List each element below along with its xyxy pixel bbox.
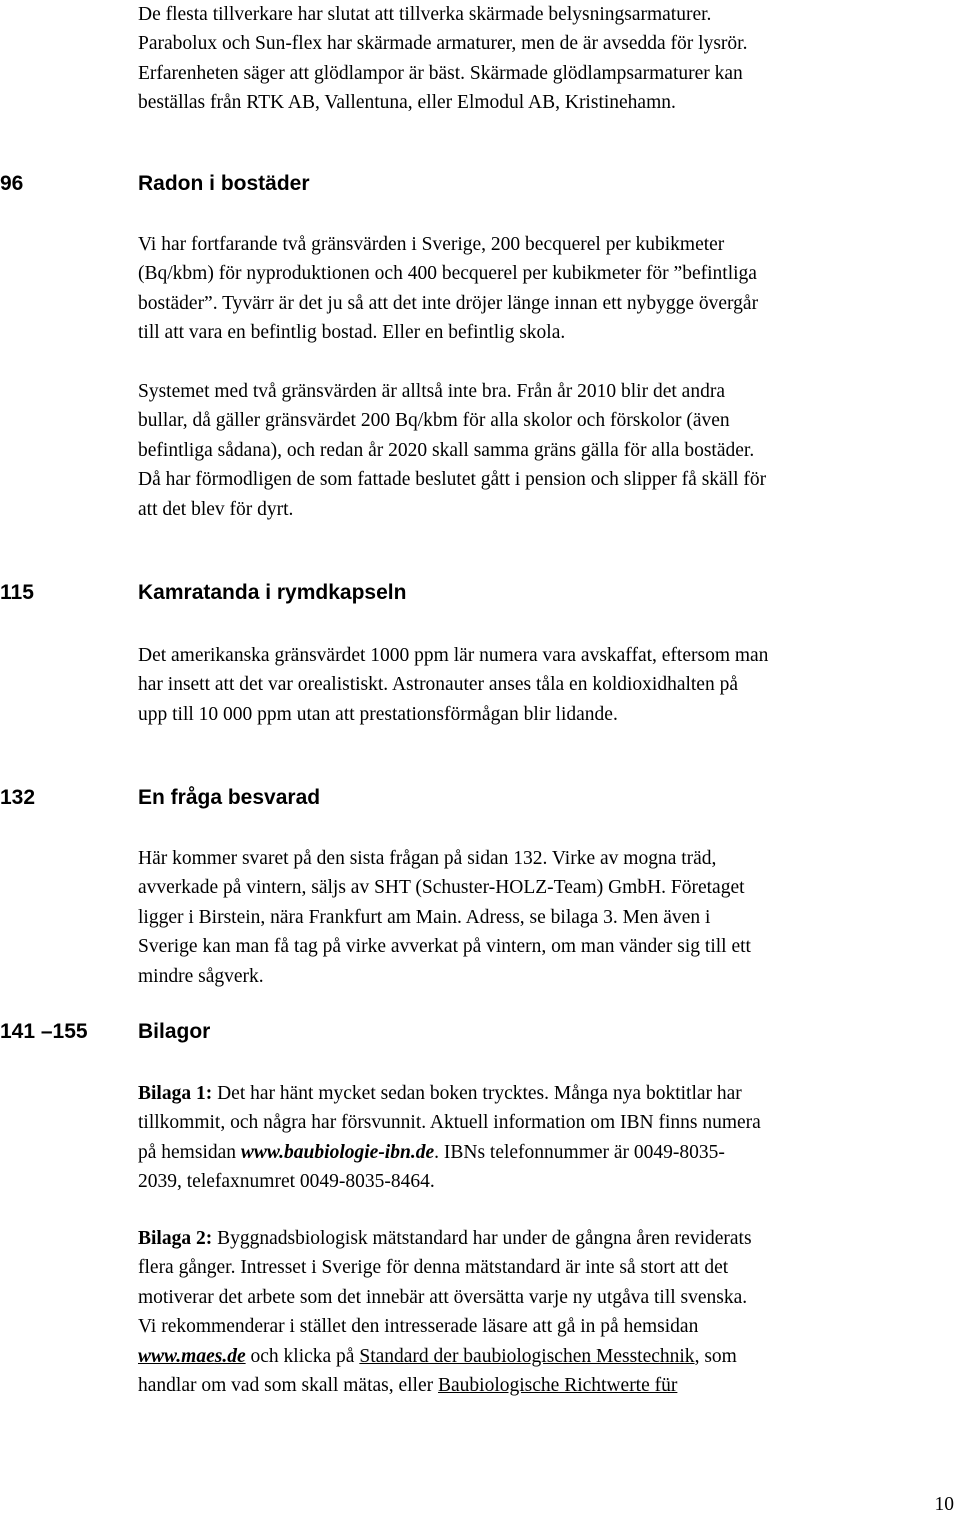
text-line <box>138 1342 960 1371</box>
text-segment: handlar om vad som skall mätas, eller <box>138 1375 439 1397</box>
section-heading-fraga <box>0 786 960 816</box>
text-line: motiverar det arbete som det innebär att översätta varje ny utgåva till svenska. <box>138 1286 748 1308</box>
richtwerte-link[interactable]: Baubiologische Richtwerte für <box>438 1375 678 1397</box>
section-heading-kamratanda <box>0 581 960 611</box>
intro-paragraph <box>138 0 960 118</box>
radon-paragraph-1 <box>138 230 960 348</box>
text-line: upp till 10 000 ppm utan att prestationsförmågan blir lidande. <box>138 703 618 725</box>
text-line: till att vara en befintlig bostad. Eller en befintlig skola. <box>138 322 566 344</box>
text-line: ligger i Birstein, nära Frankfurt am Main. Adress, se bilaga 3. Men även i <box>138 906 711 928</box>
bilaga-1-paragraph <box>138 1079 960 1197</box>
text-line: 2039, telefaxnumret 0049-8035-8464. <box>138 1171 435 1193</box>
section-number: 96 <box>0 172 24 195</box>
section-heading-bilagor <box>0 1020 960 1050</box>
section-number: 132 <box>0 786 36 809</box>
bilaga-label: Bilaga 1: <box>138 1083 213 1104</box>
text-line: avverkade på vintern, säljs av SHT (Schuster-HOLZ-Team) GmbH. Företaget <box>138 877 745 899</box>
section-heading-radon <box>0 172 960 202</box>
fraga-paragraph <box>138 844 960 991</box>
text-segment: på hemsidan <box>138 1141 241 1163</box>
text-line: befintliga sådana), och redan år 2020 skall samma gräns gälla för alla bostäder. <box>138 439 755 461</box>
text-line: Vi har fortfarande två gränsvärden i Sverige, 200 becquerel per kubikmeter <box>138 234 725 255</box>
text-line: Sverige kan man få tag på virke avverkat på vintern, om man vänder sig till ett <box>138 936 751 958</box>
section-number: 115 <box>0 581 34 604</box>
text-line: Parabolux och Sun-flex har skärmade armaturer, men de är avsedda för lysrör. <box>138 33 748 55</box>
radon-paragraph-2 <box>138 377 960 524</box>
text-line: beställas från RTK AB, Vallentuna, eller Elmodul AB, Kristinehamn. <box>138 92 676 114</box>
text-segment: Det har hänt mycket sedan boken trycktes. Många nya boktitlar har <box>212 1083 742 1104</box>
text-line: tillkommit, och några har försvunnit. Aktuell information om IBN finns numera <box>138 1112 761 1134</box>
text-line: har insett att det var orealistiskt. Astronauter anses tåla en koldioxidhalten på <box>138 674 738 696</box>
kamratanda-paragraph <box>138 641 960 729</box>
text-line: Då har förmodligen de som fattade beslutet gått i pension och slipper få skäll för <box>138 469 767 491</box>
text-line: Här kommer svaret på den sista frågan på sidan 132. Virke av mogna träd, <box>138 848 717 869</box>
section-title: Kamratanda i rymdkapseln <box>138 581 407 604</box>
text-segment: och klicka på <box>245 1345 360 1367</box>
text-line: flera gånger. Intresset i Sverige för denna mätstandard är inte så stort att det <box>138 1257 729 1279</box>
section-title: En fråga besvarad <box>138 786 321 809</box>
text-line: att det blev för dyrt. <box>138 498 294 520</box>
text-line: De flesta tillverkare har slutat att tillverka skärmade belysningsarmaturer. <box>138 4 712 25</box>
text-line: Erfarenheten säger att glödlampor är bäst. Skärmade glödlampsarmaturer kan <box>138 62 743 84</box>
text-segment: . IBNs telefonnummer är 0049-8035- <box>434 1141 725 1163</box>
messtechnik-standard-link[interactable]: Standard der baubiologischen Messtechnik <box>359 1345 695 1367</box>
bilaga-2-paragraph <box>138 1224 960 1400</box>
text-line: mindre sågverk. <box>138 965 264 987</box>
maes-website-link[interactable]: www.maes.de <box>138 1345 246 1367</box>
text-line <box>138 1224 960 1253</box>
ibn-website-link[interactable]: www.baubiologie-ibn.de <box>240 1141 435 1163</box>
bilaga-label: Bilaga 2: <box>138 1228 213 1249</box>
section-number: 141 –155 <box>0 1020 88 1043</box>
text-line <box>138 1371 960 1400</box>
text-line: bostäder”. Tyvärr är det ju så att det inte dröjer länge innan ett nybygge övergår <box>138 292 759 314</box>
text-line: Systemet med två gränsvärden är alltså inte bra. Från år 2010 blir det andra <box>138 381 725 402</box>
text-segment: Byggnadsbiologisk mätstandard har under de gångna åren reviderats <box>212 1228 752 1249</box>
text-line: Det amerikanska gränsvärdet 1000 ppm lär numera vara avskaffat, eftersom man <box>138 645 769 666</box>
page-number: 10 <box>934 1494 954 1515</box>
section-title: Bilagor <box>138 1020 211 1043</box>
text-segment: , som <box>694 1345 737 1367</box>
text-line: bullar, då gäller gränsvärdet 200 Bq/kbm för alla skolor och förskolor (även <box>138 410 730 432</box>
text-line <box>138 1079 960 1108</box>
section-title: Radon i bostäder <box>138 172 310 195</box>
text-line <box>138 1138 960 1167</box>
text-line: (Bq/kbm) för nyproduktionen och 400 becquerel per kubikmeter för ”befintliga <box>138 263 757 285</box>
text-line: Vi rekommenderar i stället den intresserade läsare att gå in på hemsidan <box>138 1316 699 1338</box>
